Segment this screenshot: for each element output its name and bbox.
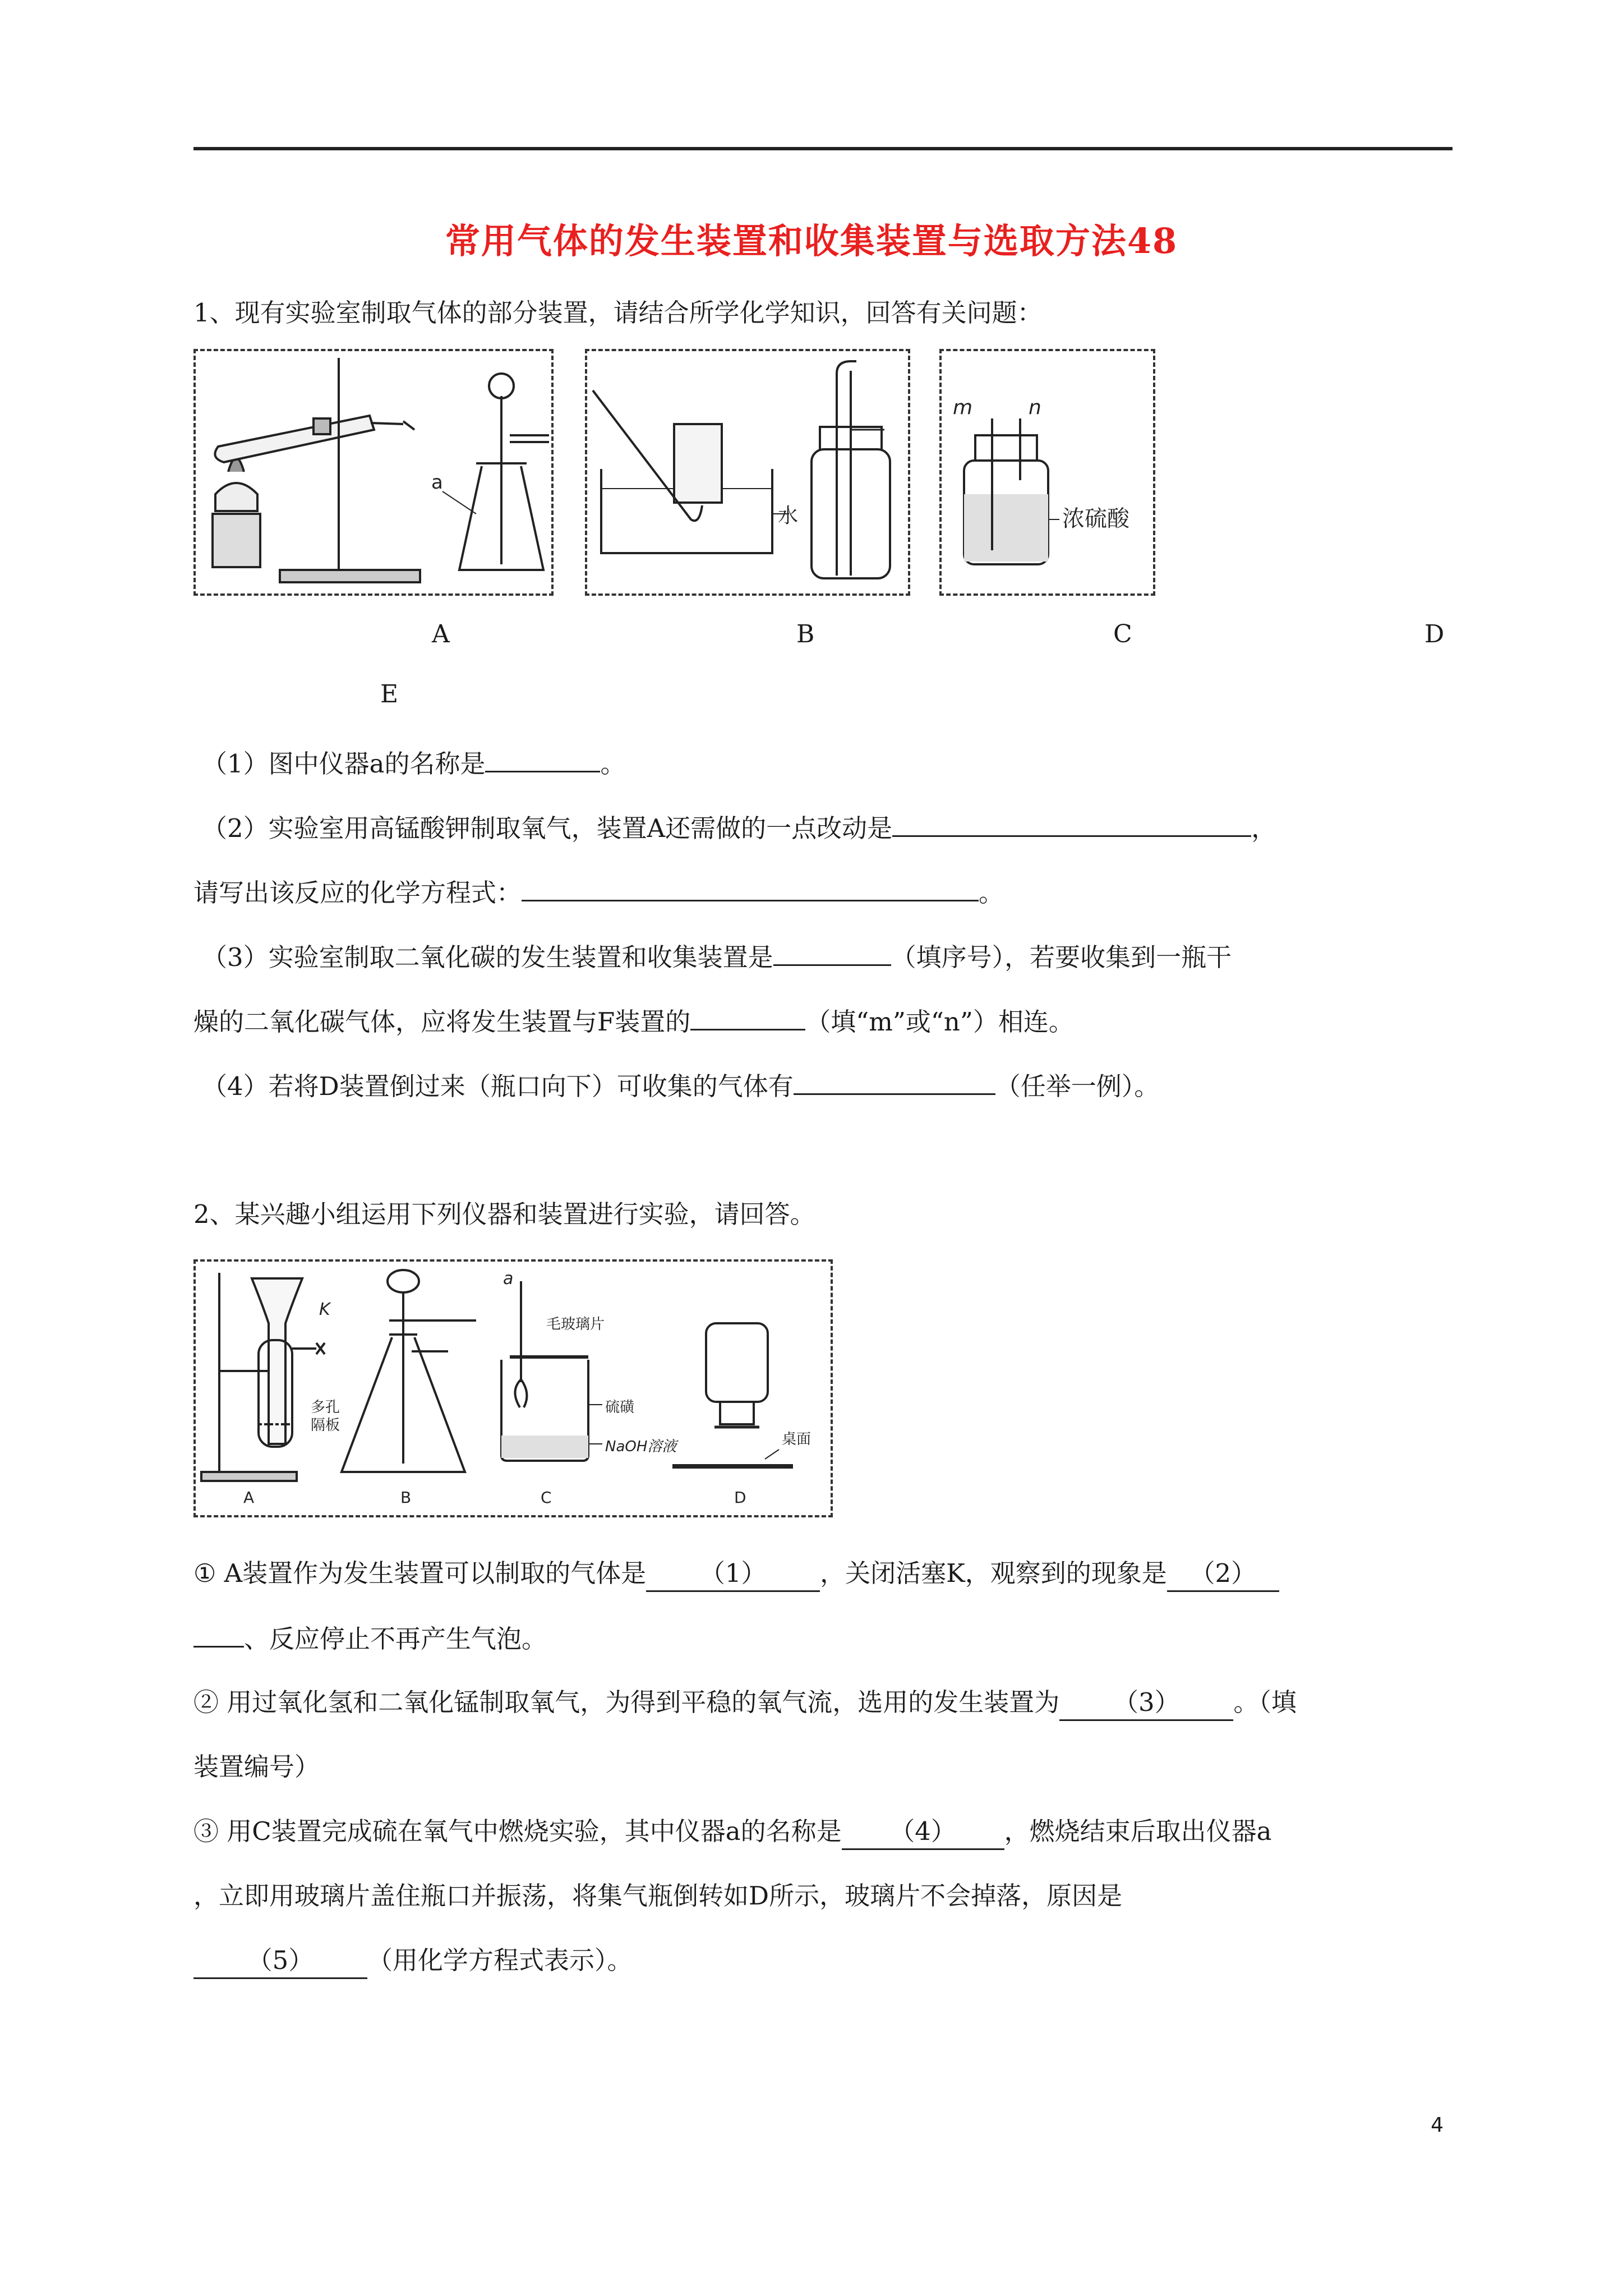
q1-part3-cont: 燥的二氧化碳气体，应将发生装置与F装置的 （填“m”或“n”）相连。 (193, 1004, 1074, 1039)
label-baffle-line1: 多孔 (311, 1399, 340, 1416)
q2-step2: ② 用过氧化氢和二氧化锰制取氧气，为得到平稳的氧气流，选用的发生装置为 （3） 。（填 (193, 1686, 1297, 1721)
q2-step3: ③ 用C装置完成硫在氧气中燃烧实验，其中仪器a的名称是 （4） ，燃烧结束后取出仪器a (193, 1815, 1271, 1850)
q2-figure (193, 1259, 833, 1517)
label-naoh: NaOH溶液 (605, 1438, 677, 1455)
apparatus-b-c-drawing (587, 351, 908, 593)
answer-blank-1[interactable] (485, 746, 600, 772)
label-n: n (1029, 396, 1041, 419)
label-table: 桌面 (782, 1431, 811, 1448)
answer-blank-q2-3[interactable]: （3） (1059, 1686, 1233, 1721)
label-acid: 浓硫酸 (1062, 506, 1129, 532)
label-glass: 毛玻璃片 (546, 1316, 605, 1333)
page-title: 常用气体的发生装置和收集装置与选取方法48 (445, 220, 1178, 261)
q2-step3-end: （5） （用化学方程式表示）。 (193, 1944, 633, 1979)
q1-part3: （3）实验室制取二氧化碳的发生装置和收集装置是 （填序号），若要收集到一瓶干 (202, 940, 1232, 974)
answer-blank-4[interactable] (773, 940, 891, 966)
answer-blank-q2-1[interactable]: （1） (646, 1557, 820, 1592)
device-label-e: E (380, 680, 399, 708)
q2-step1: ① A装置作为发生装置可以制取的气体是 （1） ，关闭活塞K，观察到的现象是 （2） (193, 1557, 1279, 1592)
answer-blank-q2-5[interactable]: （5） (193, 1944, 367, 1979)
label-baffle-line2: 隔板 (311, 1417, 340, 1434)
answer-blank-q2-4[interactable]: （4） (842, 1815, 1004, 1850)
q1-part2-equation: 请写出该反应的化学方程式： 。 (193, 875, 1004, 910)
answer-blank-6[interactable] (794, 1069, 995, 1095)
device-label-a: A (432, 620, 450, 648)
label-water: 水 (778, 504, 799, 527)
apparatus-d-drawing (942, 351, 1153, 593)
device-label-d: D (1424, 620, 1445, 648)
q2-step1-cont: 、反应停止不再产生气泡。 (193, 1621, 547, 1656)
label-a2: a (503, 1269, 514, 1289)
answer-blank-3[interactable] (522, 875, 979, 901)
q1-figure-group3 (939, 349, 1155, 596)
q1-intro: 1、现有实验室制取气体的部分装置，请结合所学化学知识，回答有关问题： (193, 298, 1043, 328)
q2-step2-cont: 装置编号） (193, 1752, 320, 1782)
sub-label-b: B (400, 1488, 412, 1507)
answer-blank-5[interactable] (690, 1004, 805, 1030)
page-number: 4 (1431, 2114, 1444, 2137)
device-label-b: B (796, 620, 815, 648)
q1-part1: （1）图中仪器a的名称是 。 (202, 746, 625, 781)
device-label-c: C (1113, 620, 1132, 648)
answer-blank-q2-2-cont[interactable] (193, 1621, 244, 1648)
sub-label-d: D (734, 1488, 746, 1507)
answer-blank-q2-2[interactable]: （2） (1167, 1557, 1279, 1592)
q1-figure-group2 (585, 349, 910, 596)
sub-label-c: C (541, 1488, 552, 1507)
answer-blank-2[interactable] (892, 811, 1251, 837)
header-rule (193, 147, 1453, 150)
label-a: a (431, 471, 443, 494)
apparatus-a-drawing (196, 351, 551, 593)
label-sulfur: 硫磺 (605, 1399, 635, 1416)
sub-label-a: A (243, 1488, 255, 1507)
q1-part2: （2）实验室用高锰酸钾制取氧气，装置A还需做的一点改动是 ， (202, 811, 1276, 845)
q2-apparatus-drawing (196, 1262, 831, 1515)
q2-intro: 2、某兴趣小组运用下列仪器和装置进行实验，请回答。 (193, 1199, 815, 1229)
q2-step3-cont: ，立即用玻璃片盖住瓶口并振荡，将集气瓶倒转如D所示，玻璃片不会掉落，原因是 (193, 1881, 1123, 1911)
label-k: K (319, 1300, 330, 1319)
q1-part4: （4）若将D装置倒过来（瓶口向下）可收集的气体有 （任举一例）。 (202, 1069, 1159, 1103)
label-m: m (953, 396, 973, 419)
q1-figure-group1 (193, 349, 554, 596)
